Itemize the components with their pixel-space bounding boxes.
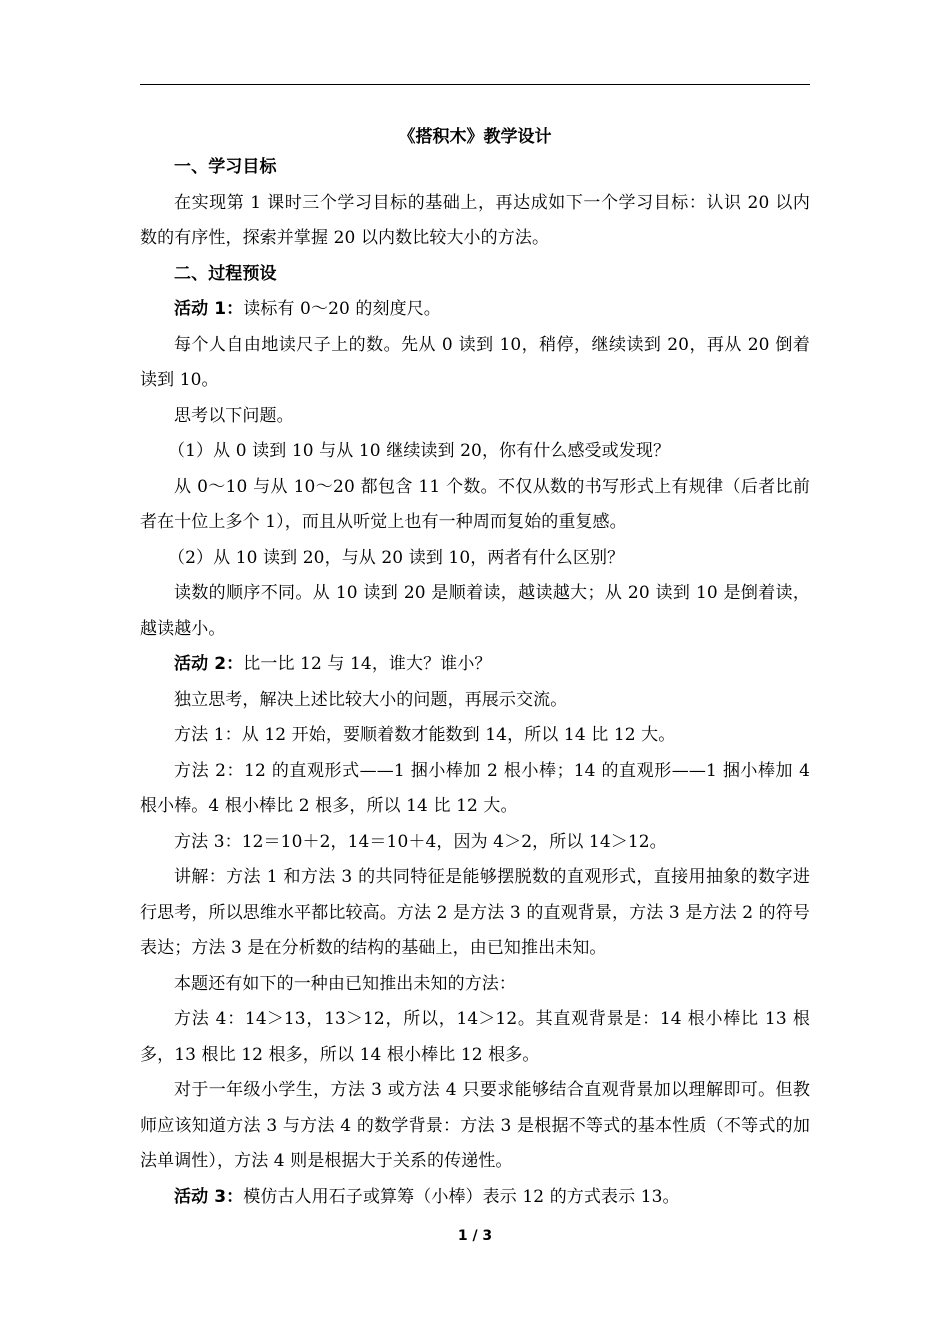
- activity1-answer-2: 读数的顺序不同。从 10 读到 20 是顺着读，越读越大；从 20 读到 10 是倒着读，越读越小。: [140, 583, 810, 639]
- activity1-label: 活动 1：: [174, 299, 244, 319]
- activity3-text: 模仿古人用石子或算筹（小棒）表示 12 的方式表示 13。: [243, 1186, 680, 1207]
- activity2-extra: 本题还有如下的一种由已知推出未知的方法：: [174, 973, 516, 994]
- activity1-intro: [140, 292, 810, 328]
- activity1-text: 读标有 0～20 的刻度尺。: [243, 299, 441, 319]
- activity2-paragraph-1: 独立思考，解决上述比较大小的问题，再展示交流。: [174, 689, 568, 710]
- activity2-method-3: 方法 3：12＝10＋2，14＝10＋4，因为 4＞2，所以 14＞12。: [174, 831, 667, 852]
- activity2-note: 对于一年级小学生，方法 3 或方法 4 只要求能够结合直观背景加以理解即可。但教师应该知道方法 3 与方法 4 的数学背景：方法 3 是根据不等式的基本性质（不等式的加法单调性），方法 4 则是根据大于关系的传递性。: [140, 1080, 810, 1171]
- activity2-method-2: 方法 2：12 的直观形式——1 捆小棒加 2 根小棒；14 的直观形——1 捆小棒加 4 根小棒。4 根小棒比 2 根多，所以 14 比 12 大。: [140, 760, 810, 816]
- header-rule: [140, 84, 810, 85]
- activity2-intro: [140, 647, 810, 683]
- activity1-paragraph-1: 每个人自由地读尺子上的数。先从 0 读到 10，稍停，继续读到 20，再从 20 倒着读到 10。: [140, 334, 810, 390]
- paragraph-goals: 在实现第 1 课时三个学习目标的基础上，再达成如下一个学习目标：认识 20 以内数的有序性，探索并掌握 20 以内数比较大小的方法。: [140, 192, 810, 248]
- activity2-explanation: 讲解：方法 1 和方法 3 的共同特征是能够摆脱数的直观形式，直接用抽象的数字进行思考，所以思维水平都比较高。方法 2 是方法 3 的直观背景，方法 3 是方法 2 的符号表达；方法 3 是在分析数的结构的基础上，由已知推出未知。: [140, 867, 810, 958]
- section-heading-goals: 一、学习目标: [174, 157, 277, 177]
- activity2-method-4: 方法 4：14＞13，13＞12，所以，14＞12。其直观背景是：14 根小棒比 13 根多，13 根比 12 根多，所以 14 根小棒比 12 根多。: [140, 1009, 810, 1065]
- activity1-answer-1: 从 0～10 与从 10～20 都包含 11 个数。不仅从数的书写形式上有规律（后者比前者在十位上多个 1），而且从听觉上也有一种周而复始的重复感。: [140, 476, 810, 532]
- section-heading-process: 二、过程预设: [174, 263, 277, 284]
- activity2-label: 活动 2：: [174, 654, 244, 674]
- activity1-question-2: （2）从 10 读到 20，与从 20 读到 10，两者有什么区别？: [168, 547, 625, 568]
- document-title: 《搭积木》教学设计: [398, 127, 552, 147]
- activity3-intro: [140, 1180, 810, 1216]
- activity3-label: 活动 3：: [174, 1186, 244, 1207]
- activity1-question-1: （1）从 0 读到 10 与从 10 继续读到 20，你有什么感受或发现？: [168, 441, 671, 461]
- page-number: 1 / 3: [457, 1228, 493, 1244]
- activity2-text: 比一比 12 与 14，谁大？谁小？: [243, 654, 492, 674]
- document-body: [140, 124, 810, 1215]
- activity1-paragraph-2: 思考以下问题。: [174, 405, 294, 426]
- activity2-method-1: 方法 1：从 12 开始，要顺着数才能数到 14，所以 14 比 12 大。: [174, 725, 676, 745]
